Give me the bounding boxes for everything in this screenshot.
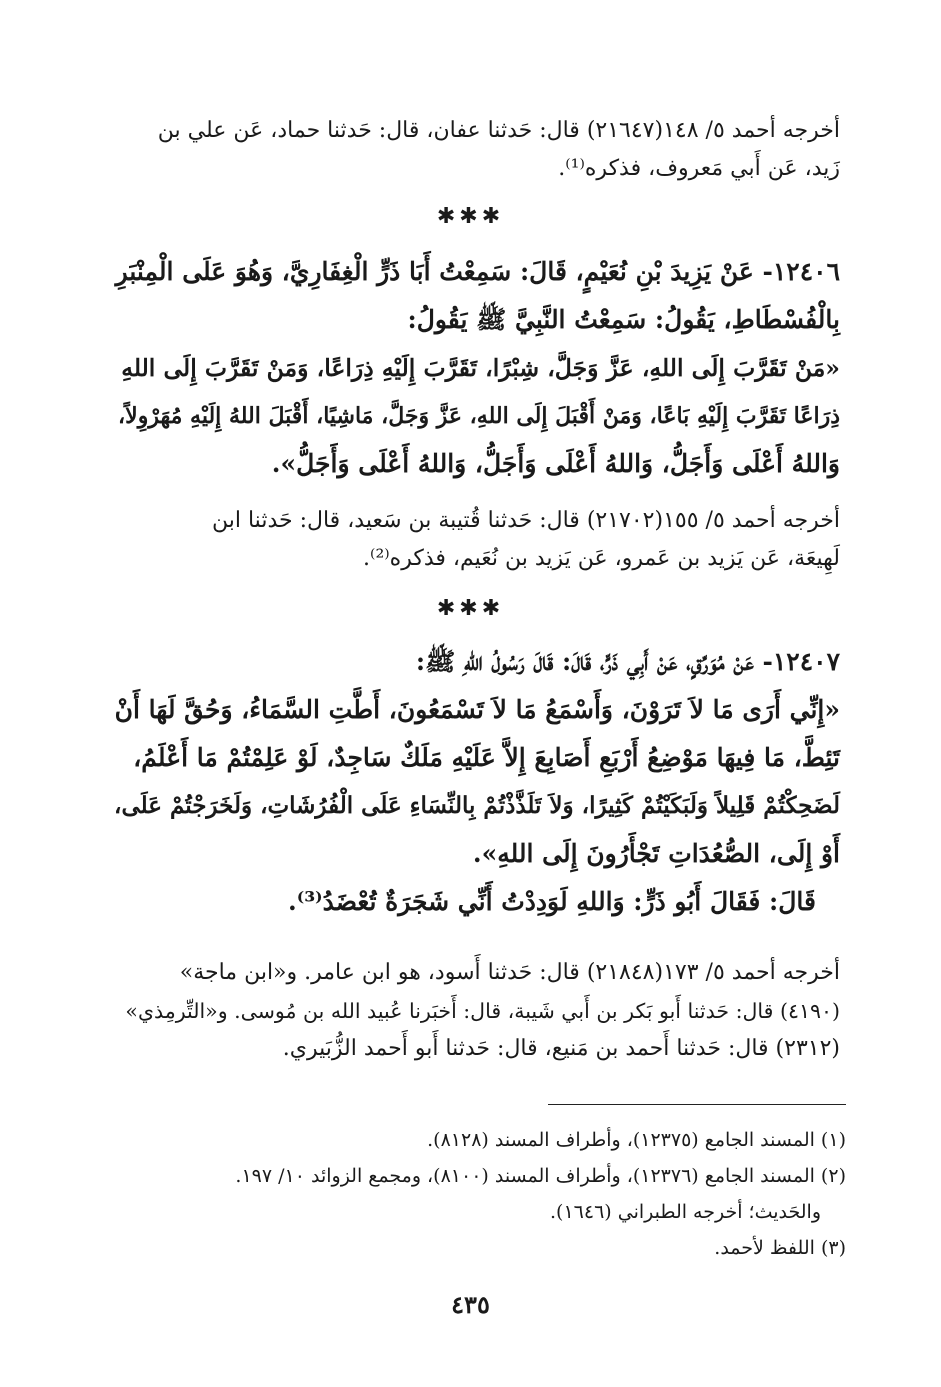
text-line: بِالْفُسْطَاطِ، يَقُولُ: سَمِعْتُ النَّبِيَّ ﷺ يَقُولُ: xyxy=(407,305,840,334)
hadith-text-line: تَئِطَّ، مَا فِيهَا مَوْضِعُ أَرْبَعِ أَصَابِعَ إِلاَّ عَلَيْهِ مَلَكٌ سَاجِدٌ، لَوْ عَلِمْتُمْ مَا أَعْلَمُ، xyxy=(133,743,840,772)
text-line: (٢٣١٢) قال: حَدثنا أَحمد بن مَنيع، قال: حَدثنا أَبو أَحمد الزُّبَيري. xyxy=(282,1036,840,1061)
text-line: أخرجه أحمد ٥/ ١٥٥(٢١٧٠٢) قال: حَدثنا قُتيبة بن سَعيد، قال: حَدثنا ابن xyxy=(212,508,840,533)
footnote-2: (٢) المسند الجامع (١٢٣٧٦)، وأطراف المسند (٨١٠٠)، ومجمع الزوائد ١٠/ ١٩٧. xyxy=(235,1165,846,1187)
text-line: أخرجه أحمد ٥/ ١٧٣(٢١٨٤٨) قال: حَدثنا أَسود، هو ابن عامر. و«ابن ماجة» xyxy=(179,960,840,985)
text-line: (٤١٩٠) قال: حَدثنا أَبو بَكر بن أَبي شَيبة، قال: أَخبَرنا عُبيد الله بن مُوسى. و«التِّرمِذي» xyxy=(125,999,840,1023)
text-line: أخرجه أحمد ٥/ ١٤٨(٢١٦٤٧) قال: حَدثنا عفان، قال: حَدثنا حماد، عَن علي بن xyxy=(157,118,840,143)
footnote-1: (١) المسند الجامع (١٢٣٧٥)، وأطراف المسند (٨١٢٨). xyxy=(427,1129,846,1151)
footnote-3: (٣) اللفظ لأحمد. xyxy=(714,1237,846,1259)
section-separator: ✱✱✱ xyxy=(436,596,505,621)
hadith-text-line: «إِنِّي أَرَى مَا لاَ تَرَوْنَ، وَأَسْمَعُ مَا لاَ تَسْمَعُونَ، أَطَّتِ السَّمَاءُ، وَحُقَّ لَهَا أَنْ xyxy=(114,695,840,724)
hadith-12406 xyxy=(110,248,840,488)
section-separator: ✱✱✱ xyxy=(436,204,505,229)
hadith-heading: ١٢٤٠٦- عَنْ يَزِيدَ بْنِ نُعَيْمٍ، قَالَ: سَمِعْتُ أَبَا ذَرٍّ الْغِفَارِيَّ، وَهُوَ عَلَى الْمِنْبَرِ xyxy=(115,257,840,286)
hadith-text-line: ذِرَاعًا تَقَرَّبَ إِلَيْهِ بَاعًا، وَمَنْ أَقْبَلَ إِلَى اللهِ، عَزَّ وَجَلَّ، مَاشِيًا، أَقْبَلَ اللهُ إِلَيْهِ مُهَرْوِلاً، xyxy=(118,403,840,429)
text-line: لَهِيعَة، عَن يَزيد بن عَمرو، عَن يَزيد بن نُعَيم، فذكره⁽²⁾. xyxy=(363,546,840,571)
hadith-12407 xyxy=(110,638,840,926)
text-line: زَيد، عَن أَبي مَعروف، فذكره⁽¹⁾. xyxy=(558,156,840,181)
hadith-text-line: وَاللهُ أَعْلَى وَأَجَلُّ، وَاللهُ أَعْلَى وَأَجَلُّ، وَاللهُ أَعْلَى وَأَجَلُّ». xyxy=(271,449,840,478)
hadith-text-line: قَالَ: فَقَالَ أَبُو ذَرٍّ: وَاللهِ لَوَدِدْتُ أَنِّي شَجَرَةٌ تُعْضَدُ⁽³⁾. xyxy=(288,887,816,916)
hadith-heading: ١٢٤٠٧- عَنْ مُوَرِّقٍ، عَنْ أَبِي ذَرٍّ، قَالَ: قَالَ رَسُولُ اللهِ ﷺ: xyxy=(415,647,840,676)
footnote-divider xyxy=(548,1104,846,1105)
hadith-text-line: لَضَحِكْتُمْ قَلِيلاً وَلَبَكَيْتُمْ كَثِيرًا، وَلاَ تَلَذَّذْتُمْ بِالنِّسَاءِ عَلَى الْفُرُشَاتِ، وَلَخَرَجْتُمْ عَلَى، xyxy=(114,792,840,819)
hadith-text-line: أَوْ إِلَى، الصُّعُدَاتِ تَجْأَرُونَ إِلَى اللهِ». xyxy=(472,839,840,868)
source-citation-3 xyxy=(110,954,840,1068)
source-citation-2 xyxy=(110,502,840,578)
footnote-2-continuation: والحَديث؛ أخرجه الطبراني (١٦٤٦). xyxy=(550,1201,821,1223)
page-number: ٤٣٥ xyxy=(451,1290,490,1319)
source-citation-1 xyxy=(110,112,840,188)
hadith-text-line: «مَنْ تَقَرَّبَ إِلَى اللهِ، عَزَّ وَجَلَّ، شِبْرًا، تَقَرَّبَ إِلَيْهِ ذِرَاعًا، وَمَنْ تَقَرَّبَ إِلَى اللهِ xyxy=(121,354,840,382)
